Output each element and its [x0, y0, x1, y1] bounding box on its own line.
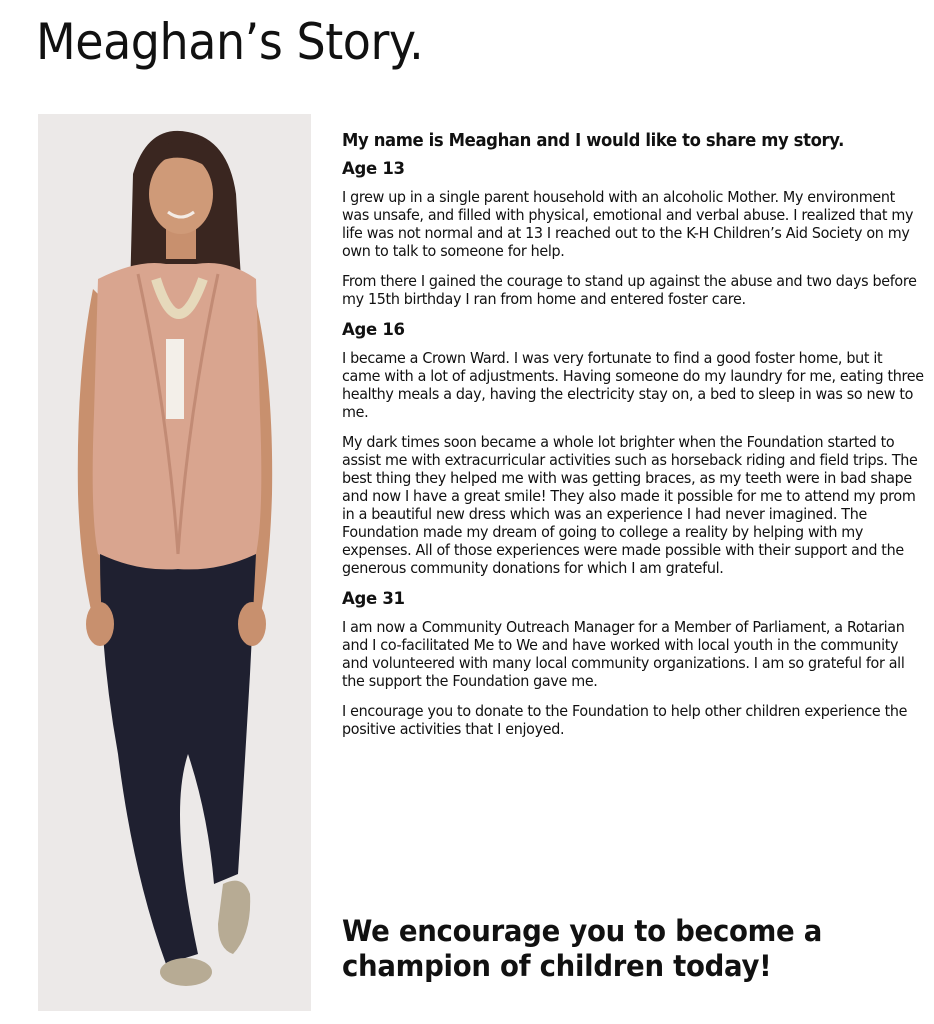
left-shoe: [160, 958, 212, 986]
meaghan-photo: [38, 114, 311, 1011]
story-paragraph: From there I gained the courage to stand up against the abuse and two days before my 15th birthday I ran from home and entered foster care.: [342, 272, 917, 308]
section-age-13: [342, 159, 917, 308]
cta-line-1: We encourage you to become a: [342, 914, 823, 948]
page-title: Meaghan’s Story.: [36, 13, 424, 71]
story-paragraph: I grew up in a single parent household with an alcoholic Mother. My environment was unsafe, and filled with physical, emotional and verbal abuse. I realized that my life was not normal and at 13 I reached out to the K-H Children’s Aid Society on my own to talk to someone for help.: [342, 188, 914, 260]
left-hand: [86, 602, 114, 646]
white-camisole: [166, 339, 184, 419]
section-age-31: [342, 589, 908, 738]
section-heading: Age 31: [342, 589, 405, 608]
right-hand: [238, 602, 266, 646]
section-heading: Age 13: [342, 159, 405, 178]
story-paragraph: My dark times soon became a whole lot brighter when the Foundation started to assist me with extracurricular activities such as horseback riding and field trips. The best thing they helped me with was getting braces, as my teeth were in bad shape and now I have a great smile! They also made it possible for me to attend my prom in a beautiful new dress which was an experience I had never imagined. The Foundation made my dream of going to college a reality by helping with my expenses. All of those experiences were made possible with their support and the generous community donations for which I am grateful.: [342, 433, 918, 577]
story-content: [342, 131, 924, 750]
call-to-action: [342, 914, 874, 984]
story-paragraph: I became a Crown Ward. I was very fortunate to find a good foster home, but it came with a lot of adjustments. Having someone do my laundry for me, eating three healthy meals a day, having the electricity stay on, a bed to sleep in was so new to me.: [342, 349, 924, 421]
section-heading: Age 16: [342, 320, 405, 339]
section-age-16: [342, 320, 924, 577]
cta-line-2: champion of children today!: [342, 949, 772, 983]
story-paragraph: I encourage you to donate to the Foundation to help other children experience the positive activities that I enjoyed.: [342, 702, 908, 738]
story-paragraph: I am now a Community Outreach Manager for a Member of Parliament, a Rotarian and I co-facilitated Me to We and have worked with local youth in the community and volunteered with many local community organizations. I am so grateful for all the support the Foundation gave me.: [342, 618, 905, 690]
portrait-illustration: [38, 114, 311, 1011]
story-intro: My name is Meaghan and I would like to share my story.: [342, 131, 844, 151]
face: [149, 154, 213, 234]
